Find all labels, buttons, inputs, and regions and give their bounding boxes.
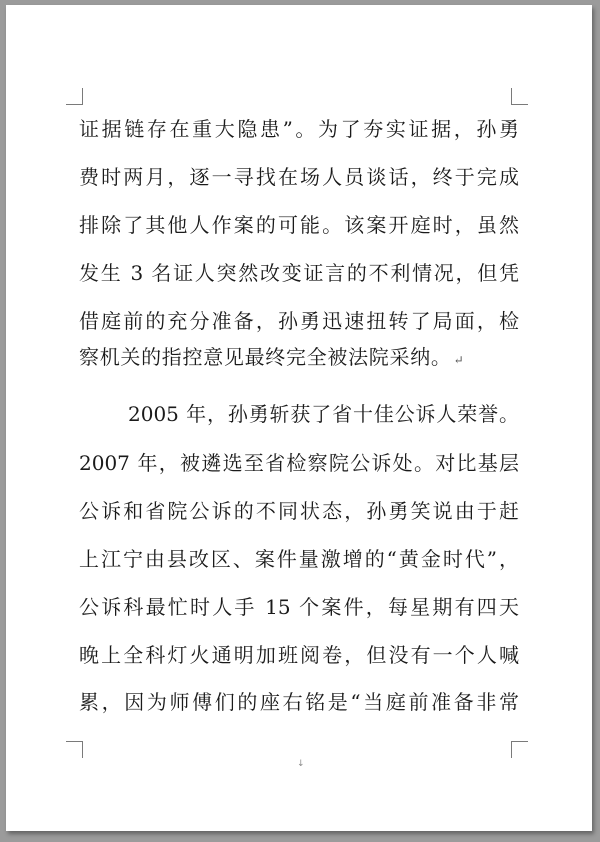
text-line: 累，因为师傅们的座右铭是“当庭前准备非常: [79, 690, 519, 714]
text-line: 证据链存在重大隐患”。为了夯实证据，孙勇: [79, 117, 519, 141]
text-line: 发生 3 名证人突然改变证言的不利情况，但凭: [79, 261, 519, 285]
text-line: 晚上全科灯火通明加班阅卷，但没有一个人喊: [79, 643, 519, 667]
footer-paragraph-mark: ↓: [297, 759, 305, 769]
text-line-paragraph-end: [79, 345, 519, 372]
margin-corner-top-right: [511, 88, 528, 105]
text-line: 费时两月，逐一寻找在场人员谈话，终于完成: [79, 165, 519, 189]
text-line: 公诉和省院公诉的不同状态，孙勇笑说由于赶: [79, 499, 519, 523]
text-line: 2007 年，被遴选至省检察院公诉处。对比基层: [79, 451, 519, 475]
paragraph-mark-icon: ↵: [453, 353, 465, 367]
text-line: 排除了其他人作案的可能。该案开庭时，虽然: [79, 213, 519, 237]
text-line: 察机关的指控意见最终完全被法院采纳。: [79, 345, 452, 369]
text-line: 公诉科最忙时人手 15 个案件，每星期有四天: [79, 595, 519, 619]
text-line-indented: 2005 年，孙勇斩获了省十佳公诉人荣誉。: [128, 402, 519, 426]
text-line: 上江宁由县改区、案件量激增的“黄金时代”，: [79, 547, 519, 571]
margin-corner-top-left: [66, 88, 83, 105]
text-line: 借庭前的充分准备，孙勇迅速扭转了局面，检: [79, 309, 519, 333]
margin-corner-bottom-right: [511, 741, 528, 758]
margin-corner-bottom-left: [66, 741, 83, 758]
